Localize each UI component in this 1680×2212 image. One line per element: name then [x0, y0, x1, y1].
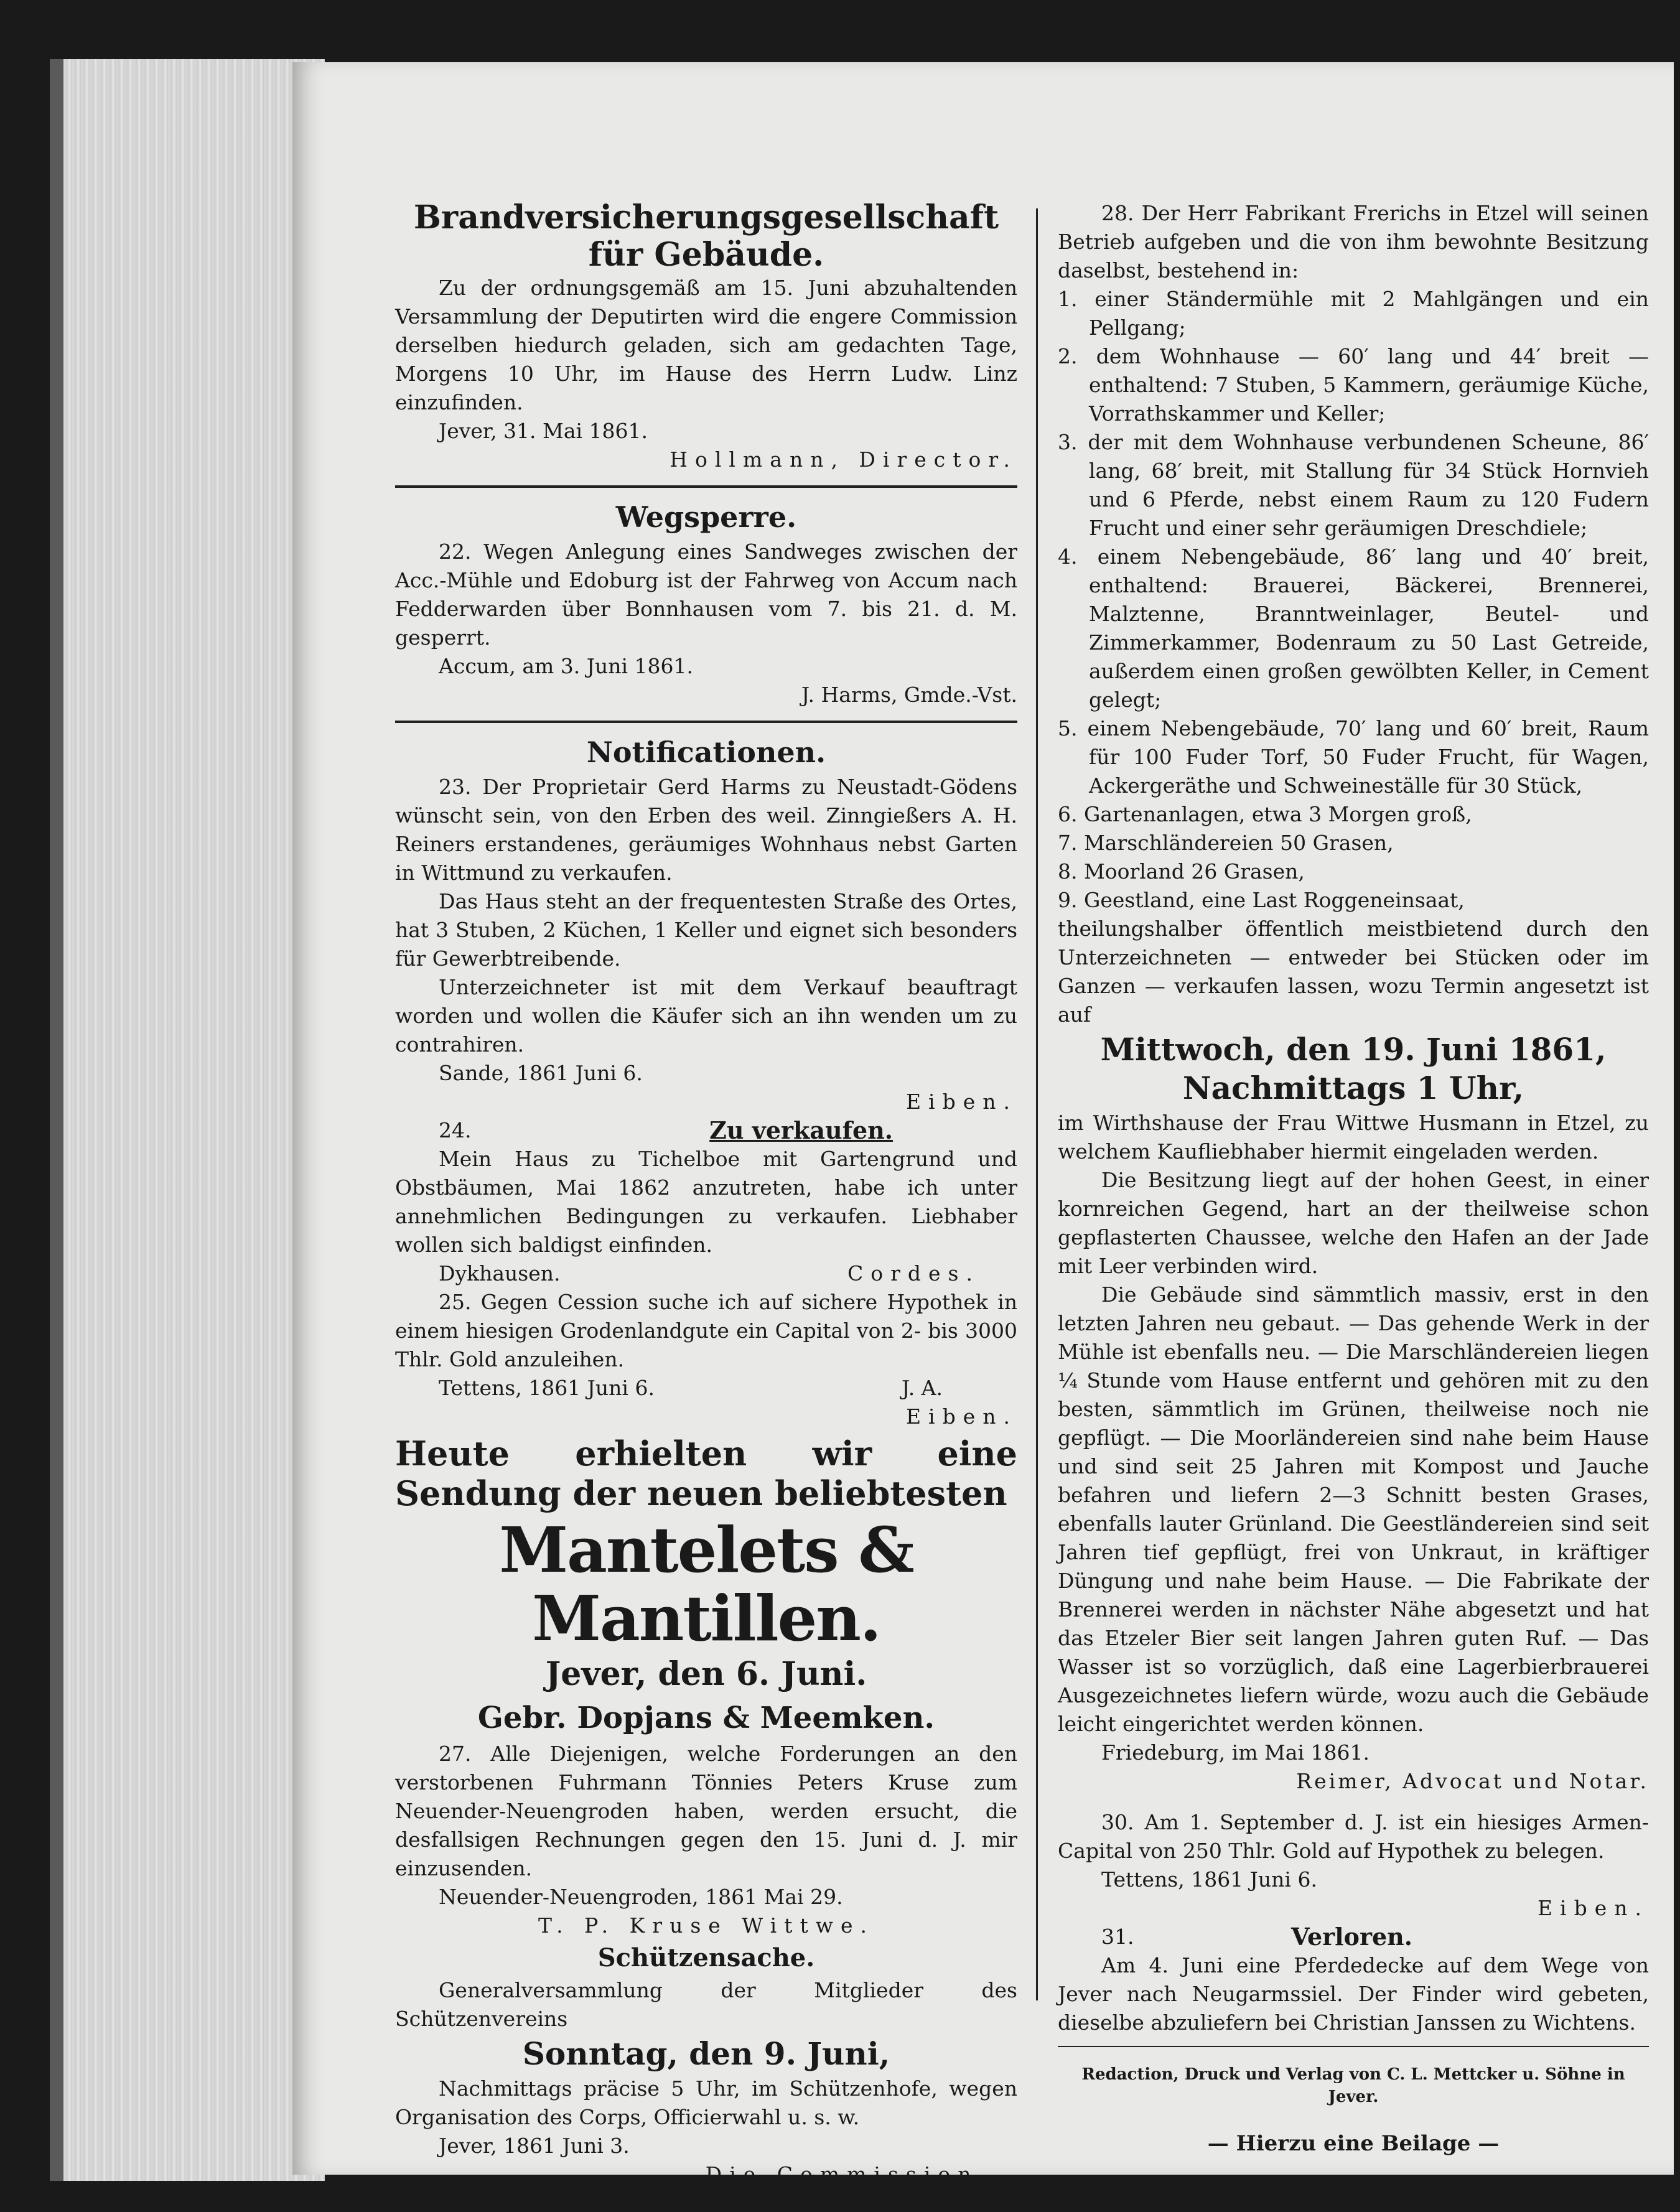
- divider: [1058, 2046, 1649, 2047]
- notice-30-text: 30. Am 1. September d. J. ist ein hiesiges Armen-Capital von 250 Thlr. Gold auf Hypothek zu belegen.: [1058, 1810, 1649, 1863]
- wegsperre-title: Wegsperre.: [615, 500, 797, 534]
- notice-28-item: 9. Geestland, eine Last Roggeneinsaat,: [1058, 888, 1465, 912]
- notice-23-text-2: Das Haus steht an der frequentesten Straße des Ortes, hat 3 Stuben, 2 Küchen, 1 Keller und eignet sich besonders für Gewerbtreibende.: [395, 889, 1017, 971]
- ad-headline: Heute erhielten wir eine Sendung der neuen beliebtesten: [395, 1434, 1017, 1513]
- notice-23-place: Sande, 1861 Juni 6.: [439, 1061, 643, 1085]
- notificationen-title: Notificationen.: [586, 735, 826, 769]
- ad-product-name: Mantelets & Mantillen.: [499, 1513, 913, 1655]
- schuetzensache-title: Schützensache.: [597, 1943, 815, 1972]
- imprint: Redaction, Druck und Verlag von C. L. Mettcker u. Söhne in Jever.: [1081, 2065, 1625, 2106]
- divider: [395, 721, 1017, 723]
- notice-24-place: Dykhausen.: [439, 1261, 561, 1286]
- ad-date: Jever, den 6. Juni.: [545, 1655, 867, 1693]
- notice-31-heading: [1058, 1923, 1649, 1951]
- notice-27-sign: T. P. Kruse Wittwe.: [538, 1913, 874, 1938]
- notice-28-sign: Reimer, Advocat und Notar.: [1296, 1769, 1649, 1793]
- wegsperre-text: 22. Wegen Anlegung eines Sandweges zwischen der Acc.-Mühle und Edoburg ist der Fahrweg von Accum nach Fedderwarden über Bonnhausen vom 7. bis 21. d. M. gesperrt.: [395, 539, 1017, 650]
- column-divider: [1036, 208, 1038, 2000]
- ad-firm: Gebr. Dopjans & Meemken.: [477, 1701, 935, 1735]
- notice-28-intro: 28. Der Herr Fabrikant Frerichs in Etzel will seinen Betrieb aufgeben und die von ihm bewohnte Besitzung daselbst, bestehend in:: [1058, 201, 1649, 282]
- notice-28-time: Nachmittags 1 Uhr,: [1182, 1070, 1524, 1106]
- schuetzensache-date: Sonntag, den 9. Juni,: [522, 2035, 890, 2072]
- notice-24-number: 24.: [439, 1118, 472, 1142]
- notice-28-item: 1. einer Ständermühle mit 2 Mahlgängen und ein Pellgang;: [1058, 287, 1649, 340]
- notice-23-text: 23. Der Proprietair Gerd Harms zu Neustadt-Gödens wünscht sein, von den Erben des weil. Zinngießers A. H. Reiners erstandenes, geräumiges Wohnhaus nebst Garten in Wittmund zu verkaufen.: [395, 775, 1017, 885]
- wegsperre-sign: J. Harms, Gmde.-Vst.: [801, 683, 1017, 707]
- notice-28-item: 5. einem Nebengebäude, 70′ lang und 60′ breit, Raum für 100 Fuder Torf, 50 Fuder Frucht, für Wagen, Ackergeräthe und Schweineställe für 30 Stück,: [1058, 716, 1649, 798]
- notice-28-location: im Wirthshause der Frau Wittwe Husmann in Etzel, zu welchem Kaufliebhaber hiermit eingeladen werden.: [1058, 1111, 1649, 1164]
- notice-28-item: 6. Gartenanlagen, etwa 3 Morgen groß,: [1058, 802, 1472, 826]
- divider: [395, 485, 1017, 488]
- notice-31-title: Verloren.: [1290, 1923, 1412, 1951]
- notice-27-text: 27. Alle Diejenigen, welche Forderungen an den verstorbenen Fuhrmann Tönnies Peters Kruse zum Neuender-Neuengroden haben, werden ersucht, die desfallsigen Rechnungen gegen den 15. Juni d. J. mir einzusenden.: [395, 1742, 1017, 1880]
- brand-title: Brandversicherungsgesellschaft für Gebäude.: [413, 198, 999, 274]
- notice-23-text-3: Unterzeichneter ist mit dem Verkauf beauftragt worden und wollen die Käufer sich an ihn wenden um zu contrahiren.: [395, 975, 1017, 1057]
- notice-28-place: Friedeburg, im Mai 1861.: [1101, 1740, 1370, 1765]
- wegsperre-place: Accum, am 3. Juni 1861.: [439, 654, 694, 678]
- notice-25-text: 25. Gegen Cession suche ich auf sichere Hypothek in einem hiesigen Grodenlandgute ein Capital von 2- bis 3000 Thlr. Gold anzuleihen.: [395, 1290, 1017, 1371]
- notice-25-initials: J. A.: [902, 1376, 943, 1400]
- notice-28-item: 3. der mit dem Wohnhause verbundenen Scheune, 86′ lang, 68′ breit, mit Stallung für 34 Stück Hornvieh und 6 Pferde, nebst einem Raum zu 120 Fudern Frucht und einer sehr geräumigen Dreschdiele;: [1058, 430, 1649, 540]
- notice-25-footer: [395, 1374, 1017, 1402]
- schuetzensache-text-2: Nachmittags präcise 5 Uhr, im Schützenhofe, wegen Organisation des Corps, Officierwahl u. s. w.: [395, 2076, 1017, 2129]
- brand-place: Jever, 31. Mai 1861.: [439, 419, 648, 443]
- notice-28-item: 7. Marschländereien 50 Grasen,: [1058, 831, 1394, 855]
- notice-28-item: 8. Moorland 26 Grasen,: [1058, 859, 1305, 884]
- notice-30-sign: Eiben.: [1537, 1896, 1649, 1920]
- newspaper-page: [292, 62, 1674, 2186]
- notice-24-sign: Cordes.: [847, 1261, 980, 1286]
- notice-24-heading: [395, 1116, 1017, 1145]
- notice-23-sign: Eiben.: [905, 1090, 1017, 1114]
- notice-25-place: Tettens, 1861 Juni 6.: [439, 1376, 655, 1400]
- notice-27-place: Neuender-Neuengroden, 1861 Mai 29.: [439, 1885, 843, 1909]
- brand-text: Zu der ordnungsgemäß am 15. Juni abzuhaltenden Versammlung der Deputirten wird die engere Commission derselben hiedurch geladen, sich am gedachten Tage, Morgens 10 Uhr, im Hause des Herrn Ludw. Linz einzufinden.: [395, 276, 1017, 414]
- notice-24-title: Zu verkaufen.: [709, 1116, 893, 1144]
- notice-28-item: 2. dem Wohnhause — 60′ lang und 44′ breit — enthaltend: 7 Stuben, 5 Kammern, geräumige Küche, Vorrathskammer und Keller;: [1058, 344, 1649, 426]
- supplement-note: — Hierzu eine Beilage —: [1207, 2131, 1500, 2156]
- notice-24-footer: [395, 1259, 1017, 1288]
- notice-28-after: theilungshalber öffentlich meistbietend durch den Unterzeichneten — entweder bei Stücken oder im Ganzen — verkaufen lassen, wozu Termin angesetzt ist auf: [1058, 917, 1649, 1027]
- book-page-edges: [50, 59, 325, 2181]
- right-column: [1058, 199, 1649, 2179]
- notice-28-item: 4. einem Nebengebäude, 86′ lang und 40′ breit, enthaltend: Brauerei, Bäckerei, Brennerei, Malztenne, Branntweinlager, Beutel- und Zimmerkammer, Bodenraum zu 50 Last Getreide, außerdem einen großen gewölbten Keller, in Cement gelegt;: [1058, 544, 1649, 712]
- notice-30-place: Tettens, 1861 Juni 6.: [1101, 1867, 1317, 1892]
- schuetzensache-text: Generalversammlung der Mitglieder des Schützenvereins: [395, 1978, 1017, 2031]
- brand-sign: Hollmann, Director.: [670, 447, 1017, 472]
- notice-25-sign: Eiben.: [905, 1404, 1017, 1429]
- schuetzensache-place: Jever, 1861 Juni 3.: [439, 2134, 630, 2158]
- notice-28-description: Die Besitzung liegt auf der hohen Geest, in einer kornreichen Gegend, hart an der theilweise schon gepflasterten Chaussee, welche den Hafen an der Jade mit Leer verbinden wird.: [1058, 1168, 1649, 1278]
- notice-28-date: Mittwoch, den 19. Juni 1861,: [1100, 1031, 1607, 1068]
- notice-28-description-2: Die Gebäude sind sämmtlich massiv, erst in den letzten Jahren neu gebaut. — Das gehende Werk in der Mühle ist ebenfalls neu. — Die Marschländereien liegen ¼ Stunde vom Hause entfernt und gehören mit zu den besten, sämmtlich im Grünen, theilweise noch nie gepflügt. — Die Moorländereien sind nahe beim Hause und sind seit 25 Jahren mit Kompost und Jauche befahren und liefern 2—3 Schnitt besten Grases, ebenfalls lauter Grünland. Die Geestländereien sind seit Jahren tief gepflügt, frei von Unkraut, in kräftiger Düngung und nahe beim Hause. — Die Fabrikate der Brennerei werden in nächster Nähe abgesetzt und hat das Etzeler Bier seit langen Jahren guten Ruf. — Das Wasser ist so vorzüglich, daß eine Lagerbierbrauerei Ausgezeichnetes liefern würde, wozu auch die Gebäude leicht eingerichtet werden können.: [1058, 1282, 1649, 1736]
- left-column: [395, 199, 1017, 2189]
- notice-31-number: 31.: [1101, 1925, 1134, 1949]
- notice-24-text: Mein Haus zu Tichelboe mit Gartengrund und Obstbäumen, Mai 1862 anzutreten, habe ich unter annehmlichen Bedingungen zu verkaufen. Liebhaber wollen sich baldigst einfinden.: [395, 1147, 1017, 1257]
- schuetzensache-sign: Die Commission.: [705, 2162, 992, 2186]
- notice-31-text: Am 4. Juni eine Pferdedecke auf dem Wege von Jever nach Neugarmssiel. Der Finder wird gebeten, dieselbe abzuliefern bei Christian Janssen zu Wichtens.: [1058, 1953, 1649, 2035]
